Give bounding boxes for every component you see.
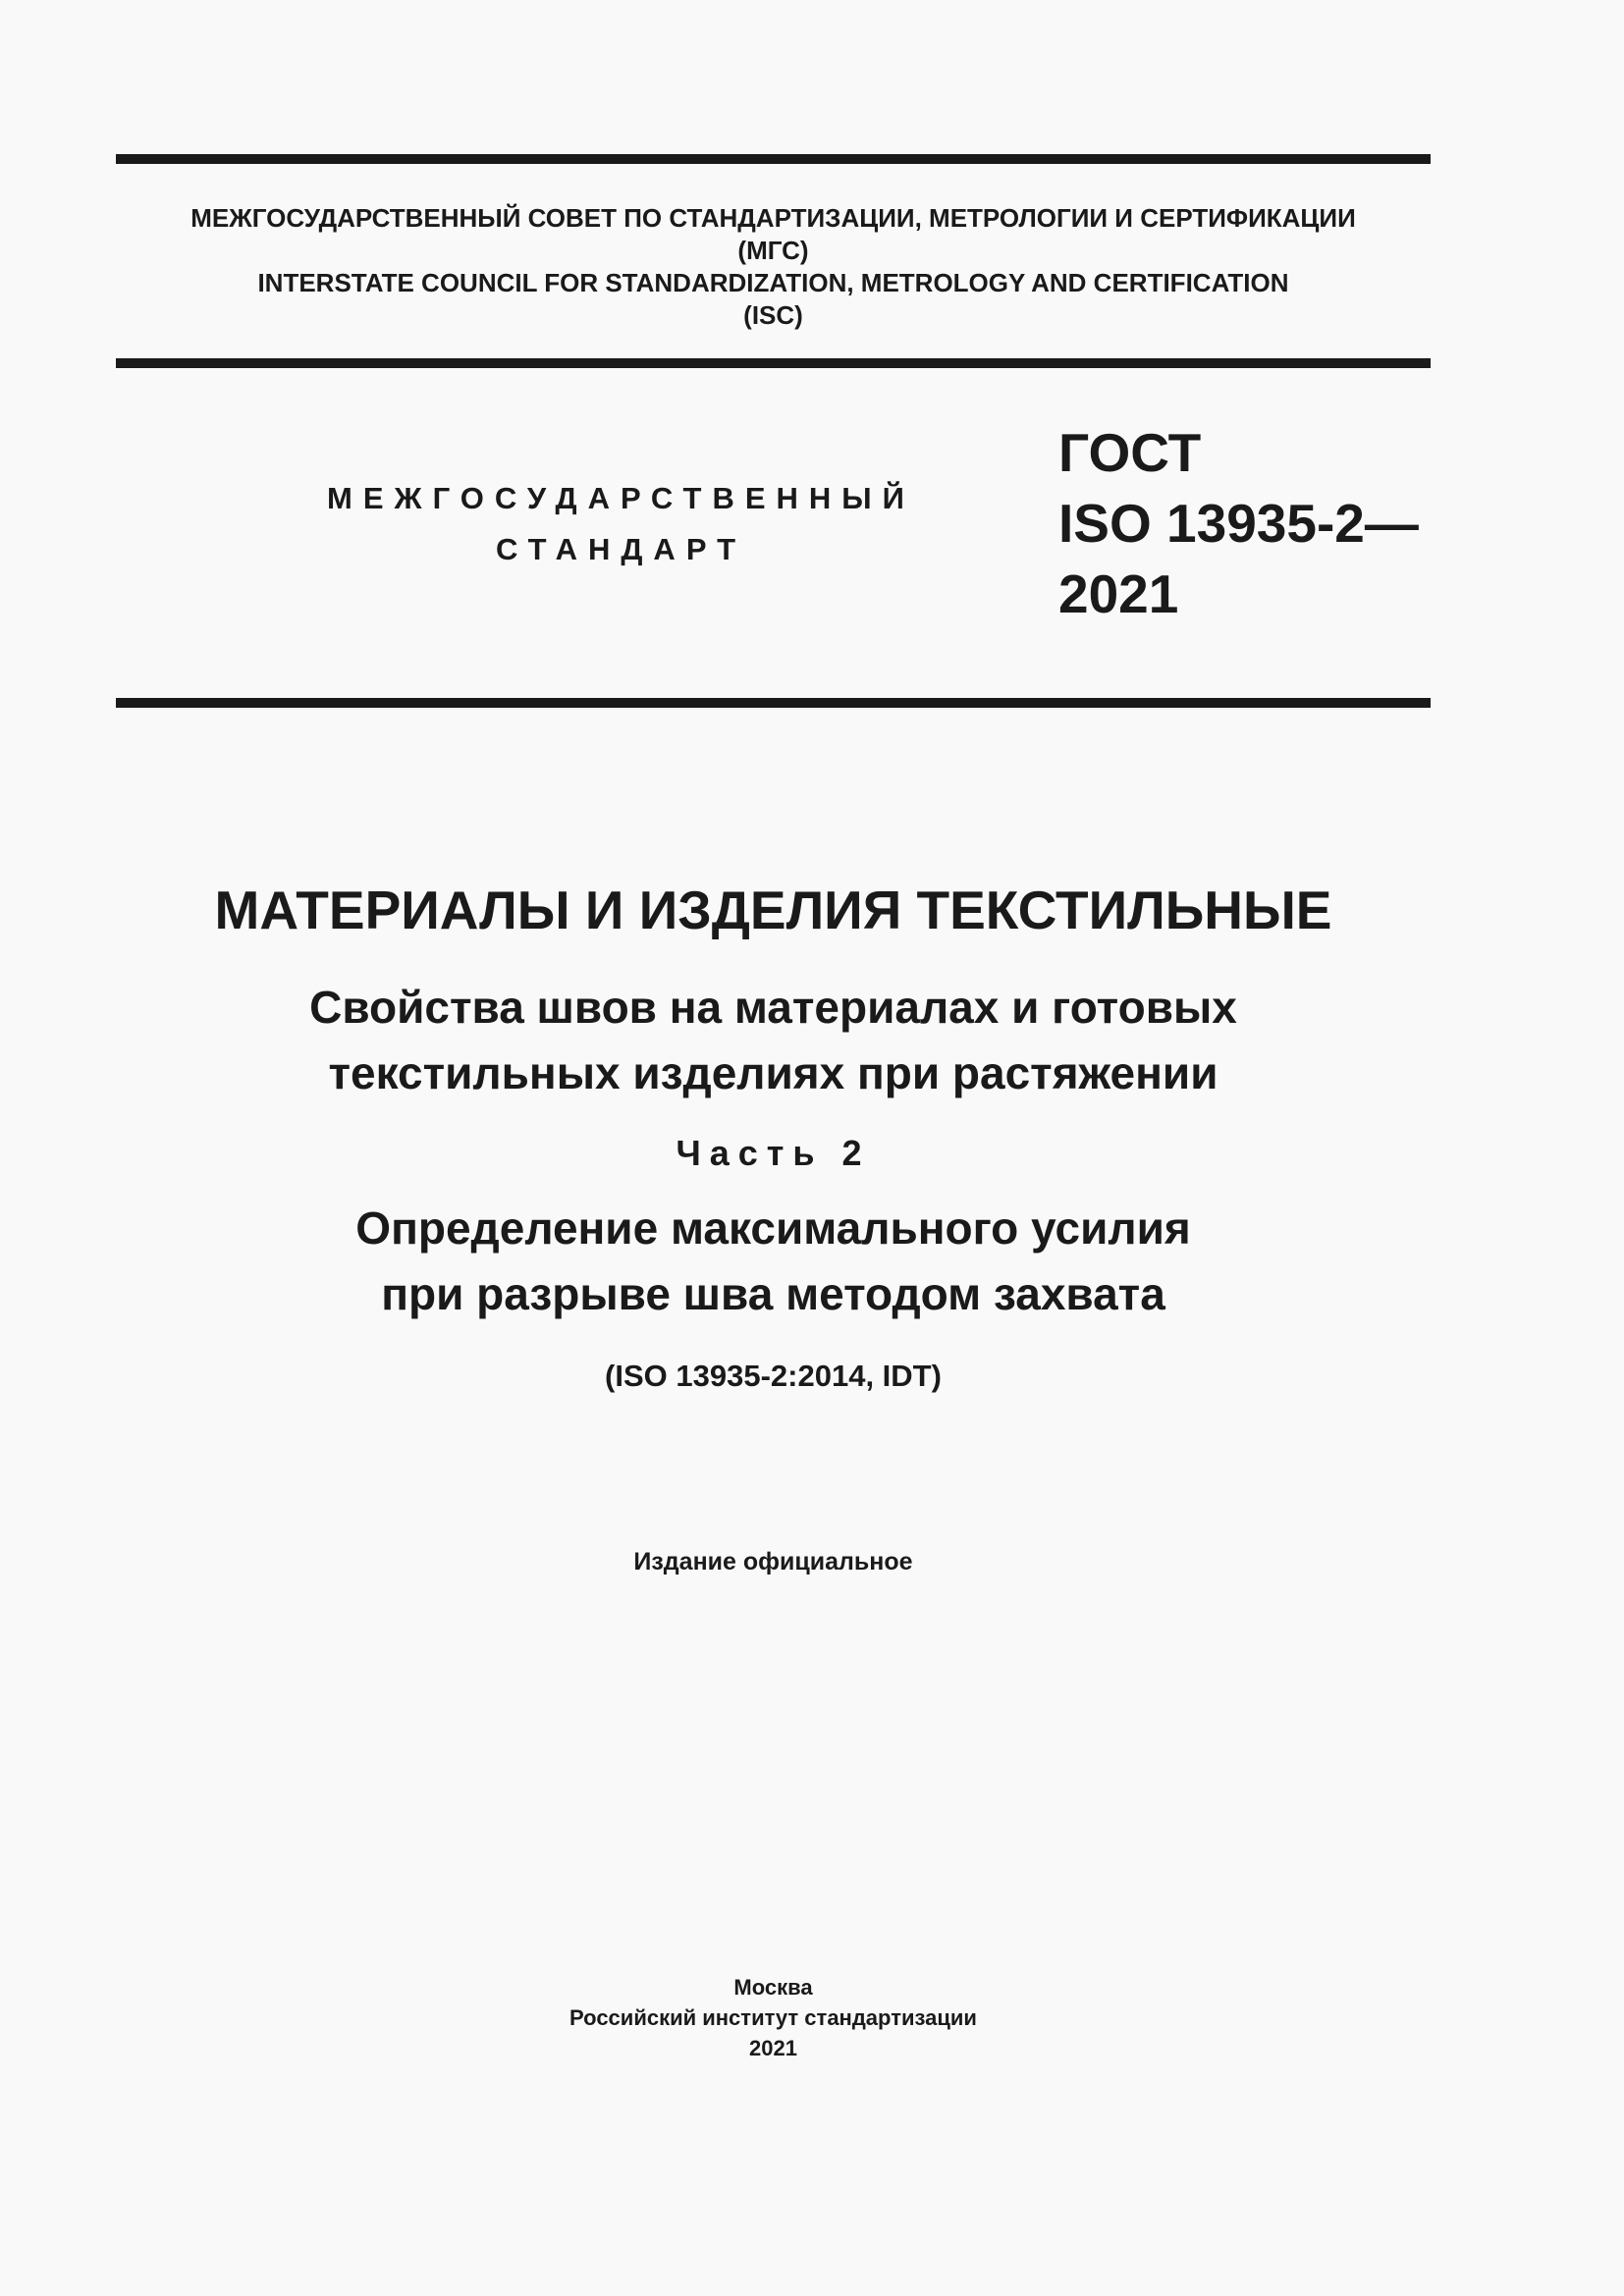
imprint-year: 2021 [749, 2036, 797, 2060]
main-title [116, 876, 1431, 944]
main-title-text: МАТЕРИАЛЫ И ИЗДЕЛИЯ ТЕКСТИЛЬНЫЕ [214, 880, 1332, 940]
council-name-en: INTERSTATE COUNCIL FOR STANDARDIZATION, METROLOGY AND CERTIFICATION [257, 268, 1289, 297]
imprint-publisher: Российский институт стандартизации [569, 2005, 977, 2030]
designation-line2: ISO 13935-2— [1058, 493, 1419, 554]
iso-reference [116, 1355, 1431, 1398]
edition-note [116, 1544, 1431, 1579]
edition-text: Издание официальное [633, 1548, 913, 1575]
imprint [116, 1972, 1431, 2063]
part-label [116, 1130, 1431, 1177]
standard-kind-line2: СТАНДАРТ [495, 532, 747, 566]
iso-reference-text: (ISO 13935-2:2014, IDT) [605, 1359, 942, 1393]
subtitle-line1: Свойства швов на материалах и готовых [309, 982, 1237, 1033]
designation-line3: 2021 [1058, 563, 1179, 624]
imprint-city: Москва [733, 1975, 813, 2000]
subtitle-line2: текстильных изделиях при растяжении [328, 1047, 1218, 1098]
council-abbr-en: (ISC) [743, 300, 803, 330]
top-rule [116, 154, 1431, 164]
part-title [116, 1196, 1431, 1327]
standard-designation [1058, 417, 1419, 629]
designation-line1: ГОСТ [1058, 422, 1202, 483]
subtitle [116, 975, 1431, 1106]
standard-kind-line1: МЕЖГОСУДАРСТВЕННЫЙ [327, 481, 915, 515]
council-abbr-ru: (МГС) [737, 236, 809, 265]
part-title-line1: Определение максимального усилия [355, 1202, 1191, 1254]
standard-kind [324, 473, 918, 575]
council-name-ru: МЕЖГОСУДАРСТВЕННЫЙ СОВЕТ ПО СТАНДАРТИЗАЦИИ, МЕТРОЛОГИИ И СЕРТИФИКАЦИИ [190, 203, 1356, 233]
header-rule [116, 358, 1431, 368]
part-title-line2: при разрыве шва методом захвата [381, 1268, 1165, 1319]
council-header [116, 202, 1431, 332]
designation-rule [116, 698, 1431, 708]
part-label-text: Часть 2 [676, 1133, 871, 1173]
